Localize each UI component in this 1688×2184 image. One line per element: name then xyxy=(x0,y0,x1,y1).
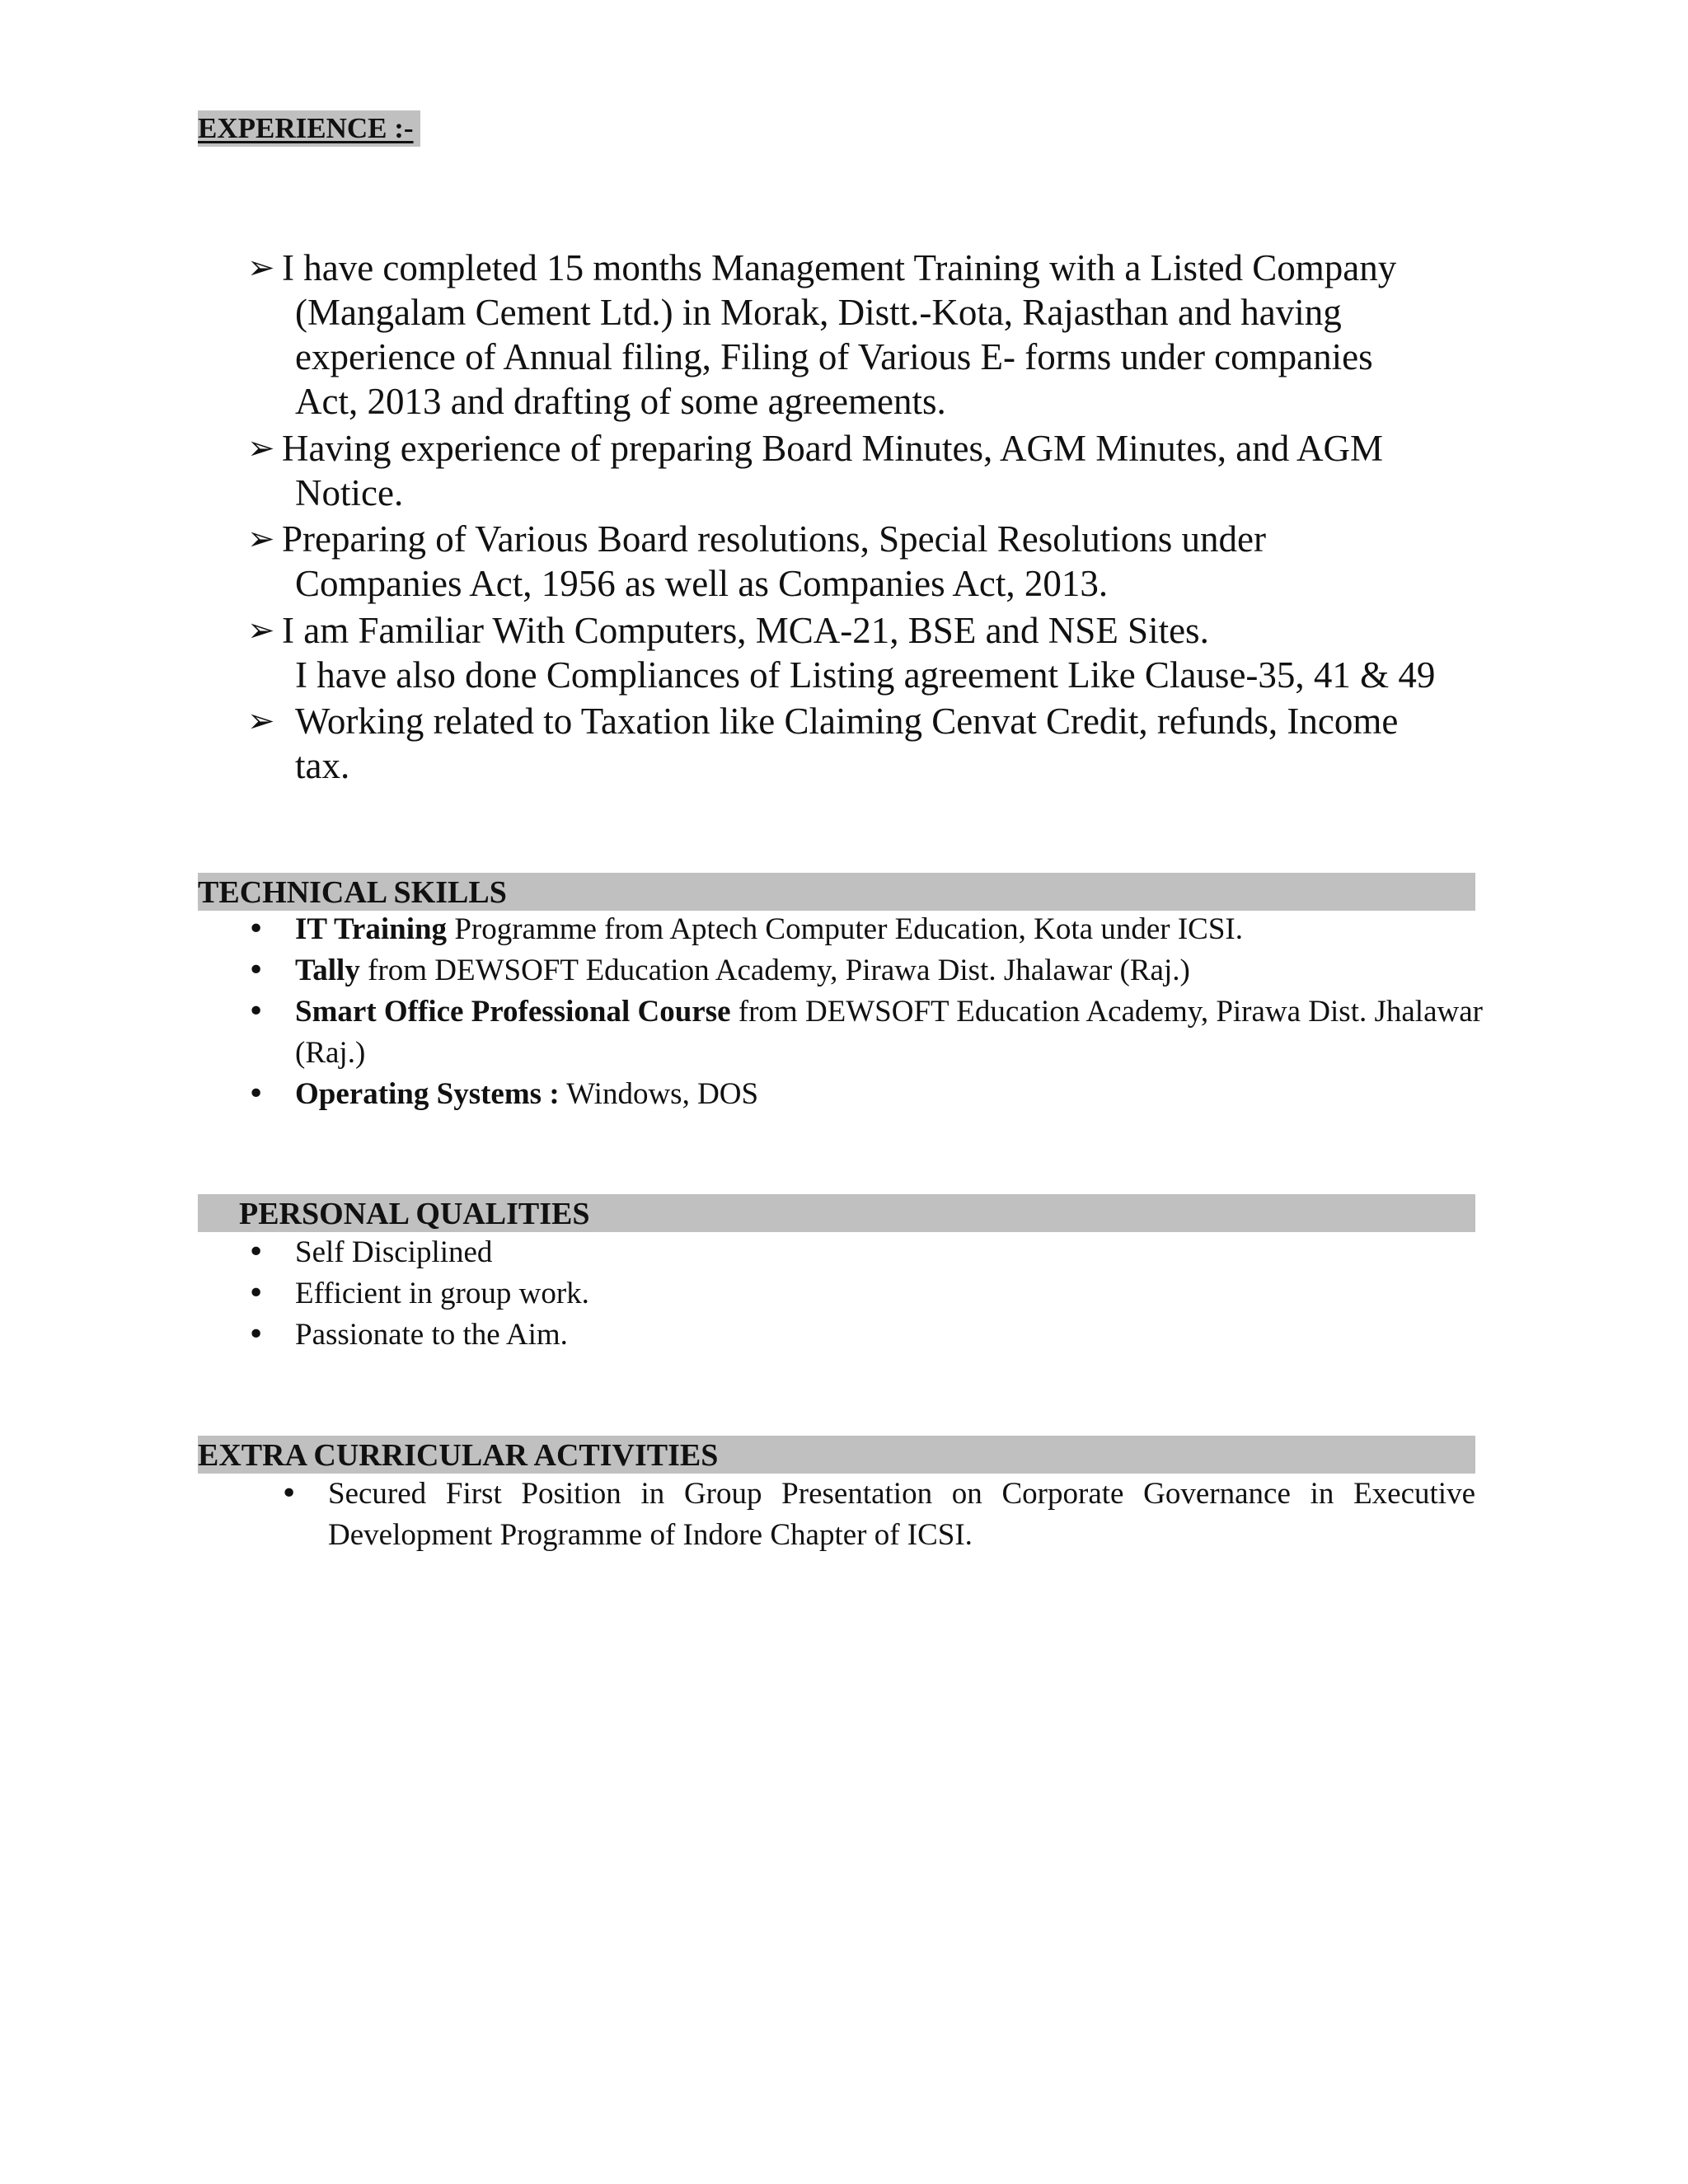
bullet-dot-icon: • xyxy=(280,1477,298,1511)
list-item xyxy=(247,1315,1484,1356)
list-item xyxy=(280,1474,1475,1556)
arrow-bullet-icon: ➢ xyxy=(247,520,275,558)
experience-line: (Mangalam Cement Ltd.) in Morak, Distt.-Kota, Rajasthan and having xyxy=(295,292,1342,333)
experience-heading: EXPERIENCE :- xyxy=(198,110,420,147)
extra-curricular-heading xyxy=(198,1436,1475,1474)
section-title: TECHNICAL SKILLS xyxy=(198,875,507,910)
quality-text: Passionate to the Aim. xyxy=(295,1318,568,1352)
quality-text: Efficient in group work. xyxy=(295,1277,589,1310)
personal-qualities-heading xyxy=(198,1194,1475,1232)
skill-name: Operating Systems : xyxy=(295,1077,560,1111)
list-item xyxy=(247,1232,1484,1273)
list-item xyxy=(247,991,1484,1074)
arrow-bullet-icon: ➢ xyxy=(247,612,275,649)
experience-item xyxy=(247,426,1500,515)
quality-text: Self Disciplined xyxy=(295,1235,493,1269)
list-item xyxy=(247,909,1484,950)
experience-line: Act, 2013 and drafting of some agreements. xyxy=(295,381,946,422)
extra-curricular-list xyxy=(280,1474,1475,1556)
bullet-dot-icon: • xyxy=(247,1277,265,1310)
skill-detail: Windows, DOS xyxy=(559,1077,759,1111)
section-title: PERSONAL QUALITIES xyxy=(239,1197,590,1231)
skill-name: Tally xyxy=(295,954,360,987)
skill-name: IT Training xyxy=(295,912,448,946)
bullet-dot-icon: • xyxy=(247,1077,265,1111)
experience-line: Having experience of preparing Board Minutes, AGM Minutes, and AGM xyxy=(282,428,1383,469)
arrow-bullet-icon: ➢ xyxy=(247,249,275,287)
bullet-dot-icon: • xyxy=(247,995,265,1029)
experience-line: Preparing of Various Board resolutions, Special Resolutions under xyxy=(282,518,1266,560)
list-item xyxy=(247,950,1484,991)
technical-skills-list xyxy=(247,909,1484,1115)
skill-detail: from DEWSOFT Education Academy, Pirawa Dist. Jhalawar (Raj.) xyxy=(295,995,1483,1070)
list-item xyxy=(247,1273,1484,1315)
technical-skills-heading xyxy=(198,873,1475,911)
activity-text: Secured First Position in Group Presentation on Corporate Governance in Executive Development Programme of Indore Chapter of ICSI. xyxy=(328,1477,1475,1552)
experience-item xyxy=(247,246,1500,424)
skill-detail: from DEWSOFT Education Academy, Pirawa Dist. Jhalawar (Raj.) xyxy=(359,954,1190,987)
experience-line: Companies Act, 1956 as well as Companies Act, 2013. xyxy=(295,563,1109,604)
experience-line: I have also done Compliances of Listing agreement Like Clause-35, 41 & 49 xyxy=(295,654,1436,696)
section-title: EXTRA CURRICULAR ACTIVITIES xyxy=(198,1438,719,1473)
skill-detail: Programme from Aptech Computer Education, Kota under ICSI. xyxy=(447,912,1243,946)
skill-name: Smart Office Professional Course xyxy=(295,995,731,1029)
arrow-bullet-icon: ➢ xyxy=(247,429,275,467)
experience-item xyxy=(247,608,1500,697)
bullet-dot-icon: • xyxy=(247,1235,265,1269)
personal-qualities-list xyxy=(247,1232,1484,1356)
bullet-dot-icon: • xyxy=(247,912,265,946)
bullet-dot-icon: • xyxy=(247,1318,265,1352)
bullet-dot-icon: • xyxy=(247,954,265,987)
experience-line: tax. xyxy=(295,745,350,786)
experience-item xyxy=(247,699,1500,788)
experience-line: I am Familiar With Computers, MCA-21, BSE and NSE Sites. xyxy=(282,610,1209,651)
experience-line: Working related to Taxation like Claiming Cenvat Credit, refunds, Income xyxy=(295,701,1399,742)
arrow-bullet-icon: ➢ xyxy=(247,702,275,740)
experience-line: Notice. xyxy=(295,472,404,513)
experience-item xyxy=(247,517,1500,606)
experience-line: I have completed 15 months Management Training with a Listed Company xyxy=(282,247,1397,288)
experience-line: experience of Annual filing, Filing of Various E- forms under companies xyxy=(295,336,1373,377)
list-item xyxy=(247,1074,1484,1115)
